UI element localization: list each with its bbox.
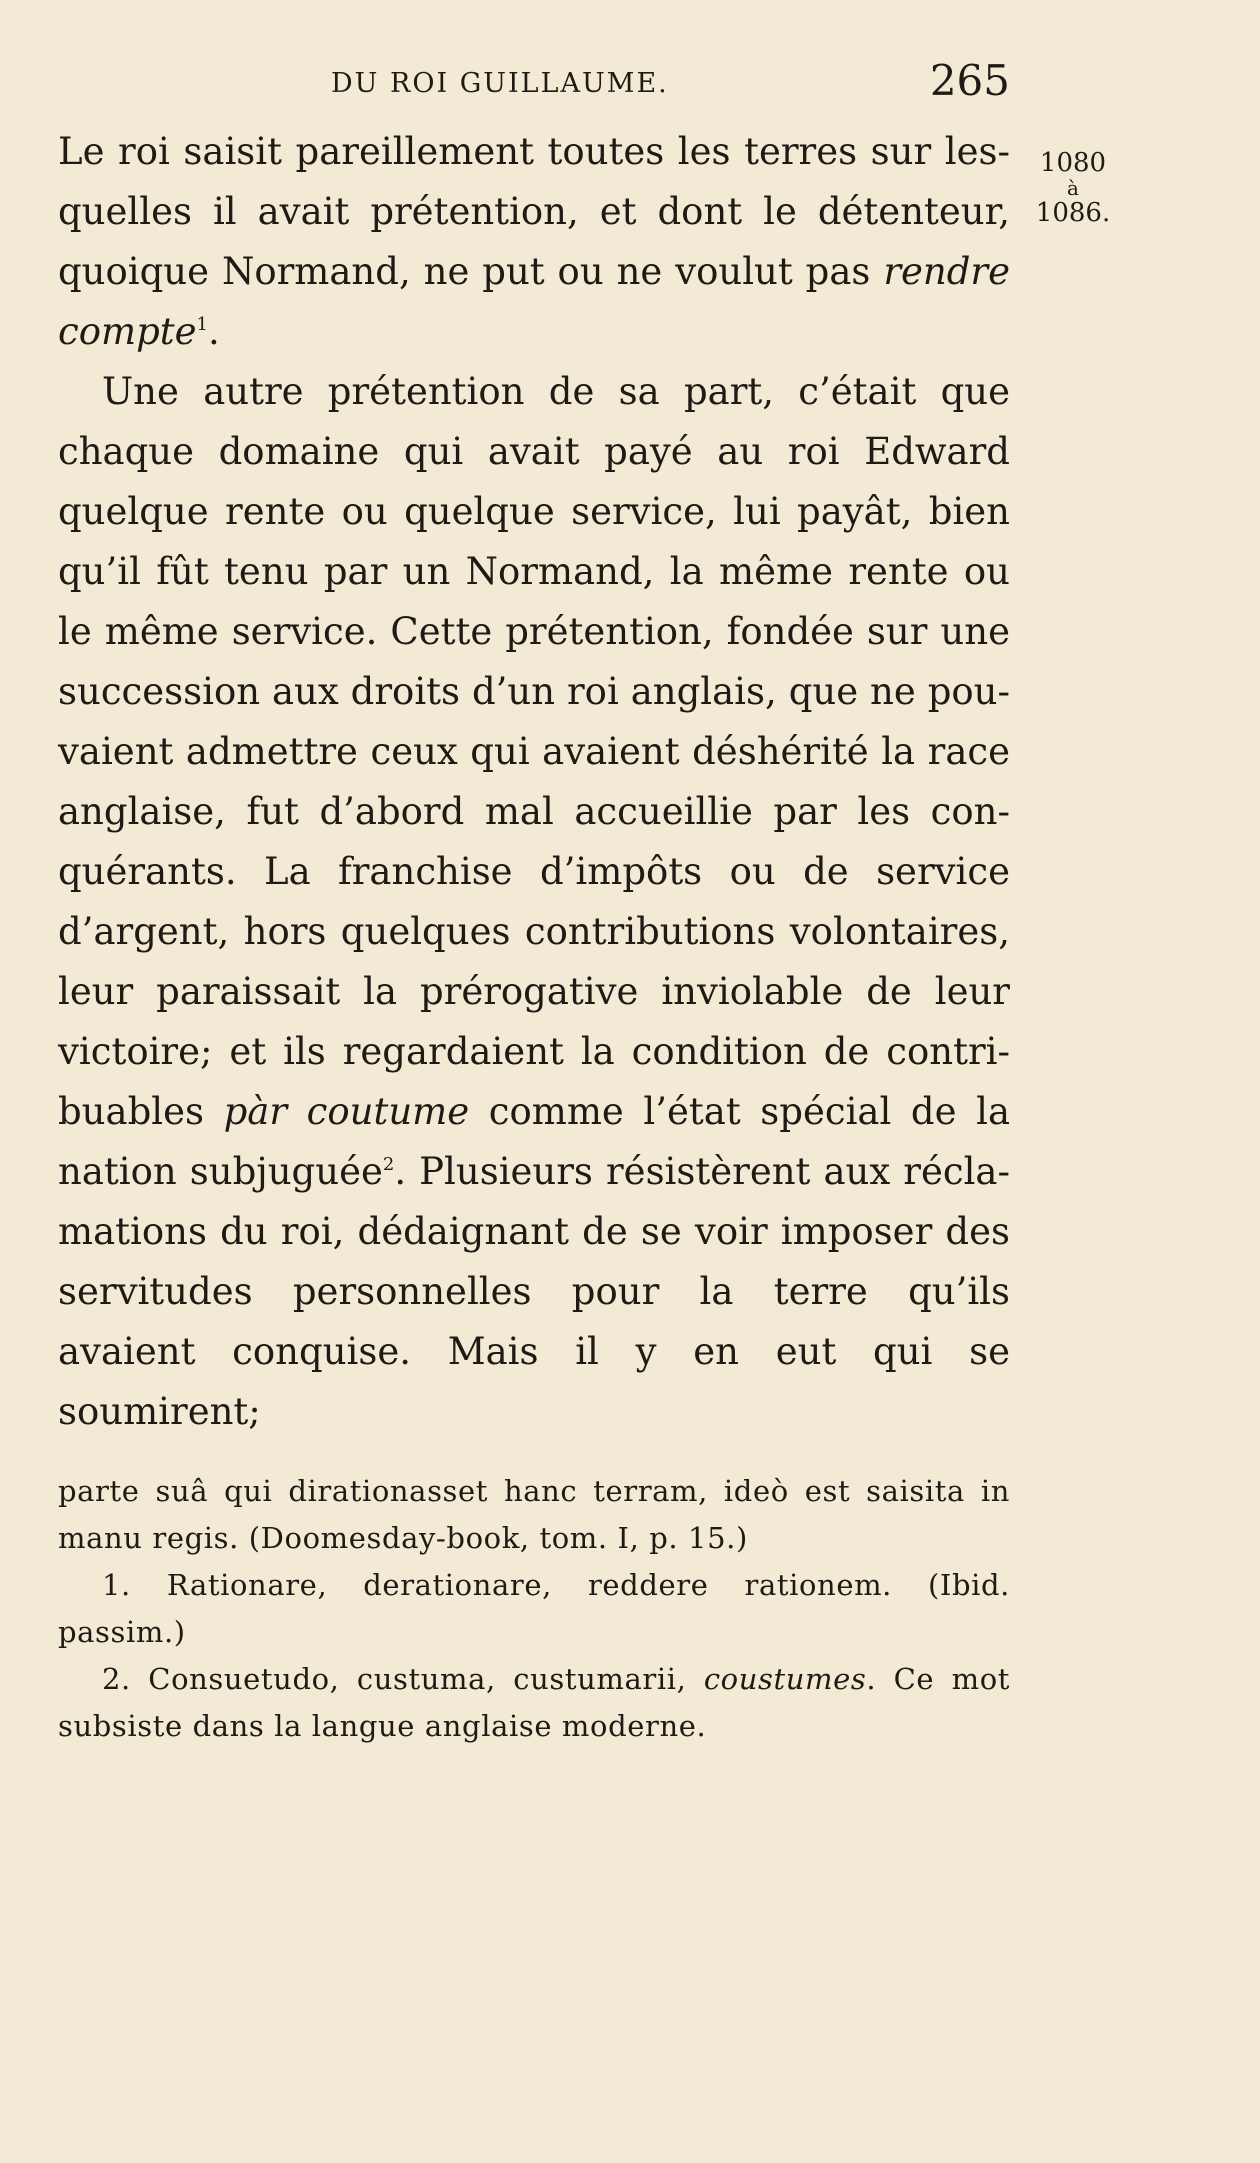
paragraph-1-end: .: [208, 310, 220, 353]
margin-date-note: [1023, 148, 1123, 228]
page-header: [58, 52, 1010, 112]
paragraph-2-text-a: Une autre prétention de sa part, c’était que chaque domaine qui avait payé au roi Edward quelque rente ou quelque service, lui payât, bien qu’il fût tenu par un Normand, la même rente ou le même service. Cette prétention, fondée sur une succession aux droits d’un roi anglais, que ne pouvaient admettre ceux qui avaient déshérité la race anglaise, fut d’abord mal accueillie par les conquérants. La franchise d’impôts ou de service d’argent, hors quelques contributions volontaires, leur paraissait la prérogative inviolable de leur victoire; et ils regardaient la condition de contribuables: [58, 370, 1010, 1133]
page-number: 265: [929, 56, 1010, 105]
footnote-ref-1: 1: [196, 314, 208, 335]
footnotes: [58, 1468, 1010, 1750]
paragraph-1: [58, 122, 1010, 362]
footnote-continuation: parte suâ qui dirationasset hanc terram, ideò est saisita in manu regis. (Doomesday-book, tom. I, p. 15.): [58, 1474, 1010, 1555]
paragraph-2-text-b: comme l’état spécial de la nation subjuguée: [58, 1090, 1010, 1193]
main-text: [58, 122, 1010, 1442]
margin-date-from: 1080: [1039, 148, 1107, 178]
footnote-2-text: 2. Consuetudo, custuma, custumarii,: [102, 1662, 704, 1696]
paragraph-1-text: Le roi saisit pareillement toutes les terres sur lesquelles il avait prétention, et dont le détenteur, quoique Normand, ne put ou ne voulut pas: [58, 130, 1010, 293]
margin-date-to: 1086.: [1035, 198, 1111, 228]
paragraph-2: [58, 362, 1010, 1442]
footnote-2-tail: . Ce mot subsiste dans la langue anglaise moderne.: [58, 1662, 1011, 1743]
paragraph-2-text-c: . Plusieurs résistèrent aux réclamations du roi, dédaignant de se voir imposer des servitudes personnelles pour la terre qu’ils avaient conquise. Mais il y en eut qui se soumirent;: [58, 1150, 1010, 1433]
margin-date-separator: à: [1067, 176, 1079, 200]
footnote-2: [58, 1656, 1010, 1750]
footnote-2-italic: coustumes: [703, 1662, 867, 1696]
italic-phrase-par-coutume: pàr coutume: [223, 1090, 470, 1133]
running-title: DU ROI GUILLAUME.: [331, 68, 669, 99]
footnote-divider: [58, 1440, 1010, 1441]
italic-phrase-rendre-compte: rendre compte: [58, 250, 1010, 353]
footnote-ref-2: 2: [382, 1154, 395, 1175]
footnote-1: 1. Rationare, derationare, reddere rationem. (Ibid. passim.): [58, 1568, 1010, 1649]
